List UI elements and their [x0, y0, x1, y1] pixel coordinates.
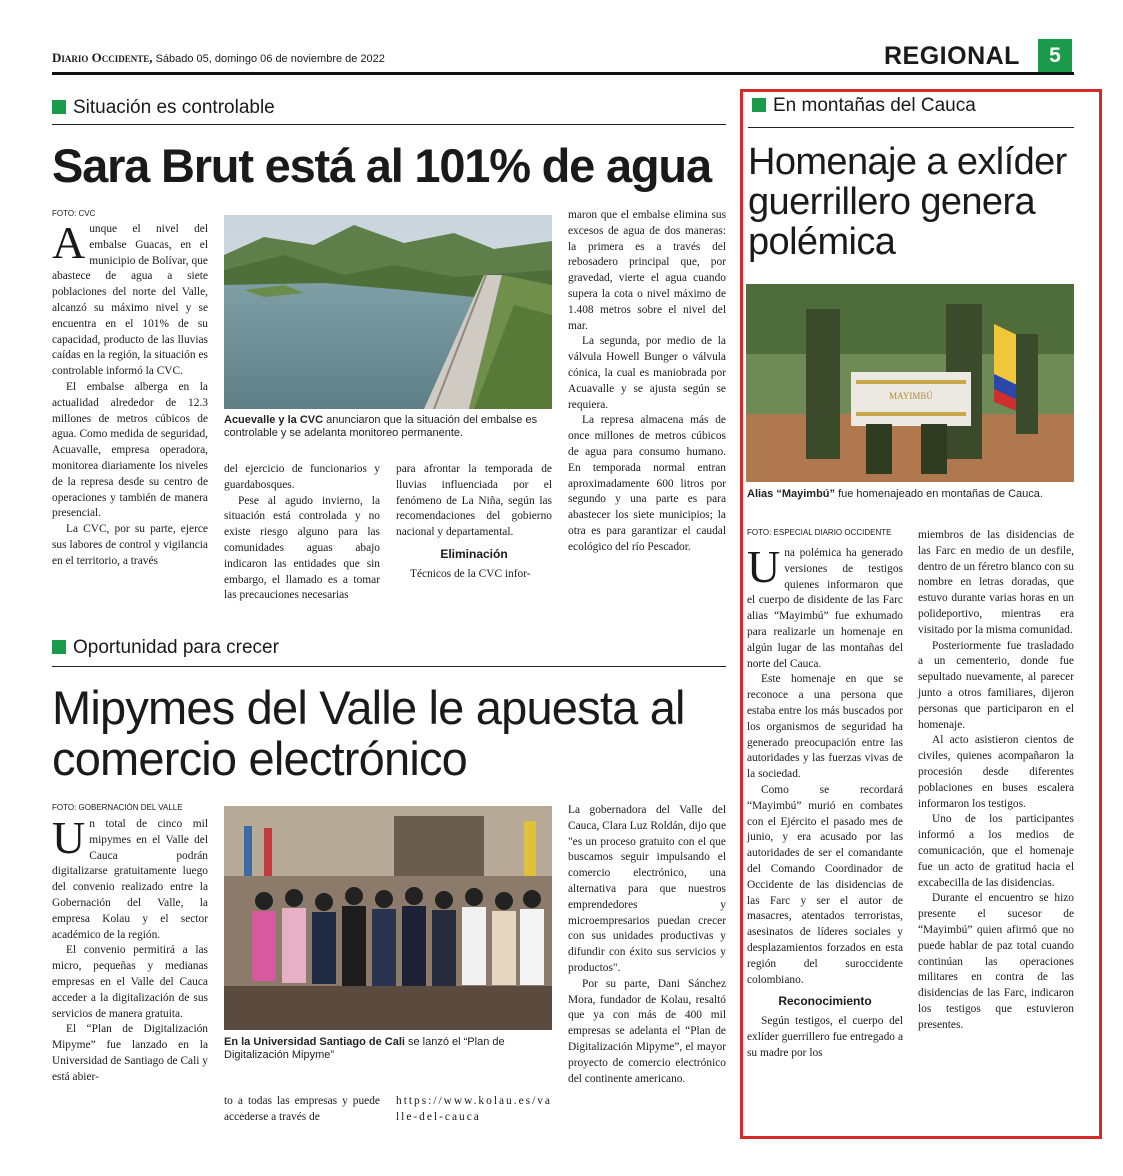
green-square-icon	[752, 98, 766, 112]
masthead-rule	[52, 72, 1074, 75]
story3-column-1: Una polémica ha generado versiones de testigos quienes informaron que el cuerpo de disidente de las Farc alias “Mayimbú” fue exhumado para realizarle un homenaje en algún lugar de las montañas del norte del Cauca. Este homenaje en que se reconoce a una persona que estaba entre los más buscados por los organismos de seguridad ha generado preocupación entre las autoridades y las fuerzas vivas de la sociedad. Como se recordará “Mayimbú” murió en combates con el Ejército el pasado mes de junio, y era acusado por las autoridades de ser el comandante del Comando Coordinador de Occidente de las disidencias de las Farc y ser el autor de masacres, atentados terroristas, asesinatos de líderes sociales y desplazamientos forzados en esta región del suroccidente colombiano. Reconocimiento Según testigos, el cuerpo del exlíder guerrillero fue entregado a su madre por los	[747, 541, 903, 1059]
story1-column-1: Aunque el nivel del embalse Guacas, en el municipio de Bolívar, que abastece de agua a siete poblaciones del norte del Valle, alcanzó su máximo nivel y se encuentra en el 101% de su capacidad, producto de las lluvias caídas en la región, la situación es controlable informó la CVC. El embalse alberga en la actualidad alrededor de 12.3 millones de metros cúbicos de agua. Como medida de seguridad, Acuavalle, empresa operadora, monitorea diariamente los niveles de la represa desde su centro de operaciones y también de manera presencial. La CVC, por su parte, ejerce sus labores de control y vigilancia en el territorio, a través	[52, 217, 208, 567]
story2-headline: Mipymes del Valle le apuesta al comercio electrónico	[52, 681, 685, 785]
green-square-icon	[52, 100, 66, 114]
section-title: REGIONAL	[884, 42, 1020, 70]
story3-subhead: Reconocimiento	[778, 994, 872, 1009]
reservoir-photo	[224, 215, 552, 409]
dropcap: A	[52, 217, 86, 268]
issue-date: Sábado 05, domingo 06 de noviembre de 2022	[152, 53, 385, 65]
green-square-icon	[52, 640, 66, 654]
story3-caption: Alias “Mayimbú” fue homenajeado en montañas de Cauca.	[747, 488, 1043, 500]
story2-column-1: Un total de cinco mil mipymes en el Valle del Cauca podrán digitalizarse gratuitamente luego del convenio realizado entre la Gobernación del Valle, la empresa Kolau y el sector académico de la región. El convenio permitirá a las micro, pequeñas y medianas empresas en el Valle del Cauca acceder a la digitalización de sus servicios de manera gratuita. El “Plan de Digitalización Mipyme” fue lanzado en la Universidad de Santiago de Cali y está abier-	[52, 812, 208, 1083]
story1-headline: Sara Brut está al 101% de agua	[52, 139, 711, 192]
dropcap: U	[52, 812, 86, 863]
paper-name: Diario Occidente,	[52, 50, 153, 65]
story3-headline: Homenaje a exlíder guerrillero genera polémica	[748, 141, 1067, 263]
story3-kicker: En montañas del Cauca	[752, 95, 976, 117]
kolau-link[interactable]: https://www.kolau.es/valle-del-cauca	[396, 1095, 552, 1123]
story1-photo-credit: FOTO: CVC	[52, 209, 96, 218]
event-group-photo	[224, 806, 552, 1030]
dropcap: U	[747, 541, 781, 592]
story2-photo-credit: FOTO: GOBERNACIÓN DEL VALLE	[52, 803, 183, 812]
story2-column-3	[396, 1094, 552, 1126]
story1-column-2: del ejercicio de funcionarios y guardabosques. Pese al agudo invierno, la situación está controlada y no existe riesgo alguno para las comunidades aguas abajo indicaron las entidades que sin embargo, el llamado es a tomar las precauciones necesarias	[224, 463, 380, 602]
story2-caption: En la Universidad Santiago de Cali se lanzó el “Plan de Digitalización Mipyme”	[224, 1036, 505, 1061]
story2-column-2: to a todas las empresas y puede accederse a través de	[224, 1095, 380, 1123]
story3-kicker-rule	[748, 127, 1074, 128]
funeral-procession-photo	[746, 284, 1074, 482]
story2-kicker-rule	[52, 666, 726, 667]
coffin-name-text: MAYIMBÚ	[889, 391, 933, 401]
story1-caption: Acuevalle y la CVC anunciaron que la situación del embalse es controlable y se adelanta monitoreo permanente.	[224, 414, 538, 439]
story1-column-3: para afrontar la temporada de lluvias influenciada por el fenómeno de La Niña, según las recomendaciones del gobierno nacional y departamental. Eliminación Técnicos de la CVC infor-	[396, 463, 552, 580]
story1-subhead: Eliminación	[440, 546, 508, 561]
masthead-dateline	[52, 50, 385, 66]
story1-column-4: maron que el embalse elimina sus excesos de agua de dos maneras: la primera es a través del rebosadero principal que, por gravedad, vierte el agua cuando supera la cota o nivel máximo de 1.408 metros sobre el nivel del mar. La segunda, por medio de la válvula Howell Bunger o válvula cónica, la cual es maniobrada por Acuavalle y se ajusta según se requiera. La represa almacena más de once millones de metros cúbicos de agua para consumo humano. En temporada normal entran aproximadamente 600 litros por segundo y una parte es para abastecer los siete municipios; la otra es para garantizar el caudal ecológico del río Pescador.	[568, 209, 726, 553]
story3-column-2: miembros de las disidencias de las Farc en medio de un desfile, dentro de un féretro blanco con su nombre en letras doradas, que estuvo durante varias horas en un polideportivo, mientras era visitado por la misma comunidad. Posteriormente fue trasladado a un cementerio, donde fue sepultado nuevamente, al parecer junto a otros familiares, dijeron personas que participaron en el homenaje. Al acto asistieron cientos de civiles, quienes acompañaron la procesión desde diferentes poblaciones en buses escalera informaron los testigos. Uno de los participantes informó a los medios de comunicación, que el homenaje fue un acto de gratitud hacia el excabecilla de las disidencias. Durante el encuentro se hizo presente el sucesor de “Mayimbú” quien afirmó que no puede hablar de paz total cuando continúan las operaciones militares en contra de las disidencias de las Farc, indicaron los testigos que estuvieron presentes.	[918, 529, 1074, 1031]
story2-column-4: La gobernadora del Valle del Cauca, Clara Luz Roldán, dijo que "es un proceso gratuito con el que buscamos seguir impulsando el comercio electrónico, una alternativa para que nuestros emprendedores y microempresarios puedan crecer con sus unidades productivas y difundir con éxito sus servicios y productos". Por su parte, Dani Sánchez Mora, fundador de Kolau, resaltó que ya con más de 400 mil empresas se adelanta el “Plan de Digitalización Mipyme”, el mayor proyecto de comercio electrónico del continente americano.	[568, 804, 726, 1085]
page-number-badge: 5	[1038, 39, 1072, 72]
story1-kicker-rule	[52, 124, 726, 125]
story1-kicker: Situación es controlable	[52, 97, 275, 119]
story2-kicker: Oportunidad para crecer	[52, 637, 279, 659]
story3-photo-credit: FOTO: ESPECIAL DIARIO OCCIDENTE	[747, 528, 892, 537]
